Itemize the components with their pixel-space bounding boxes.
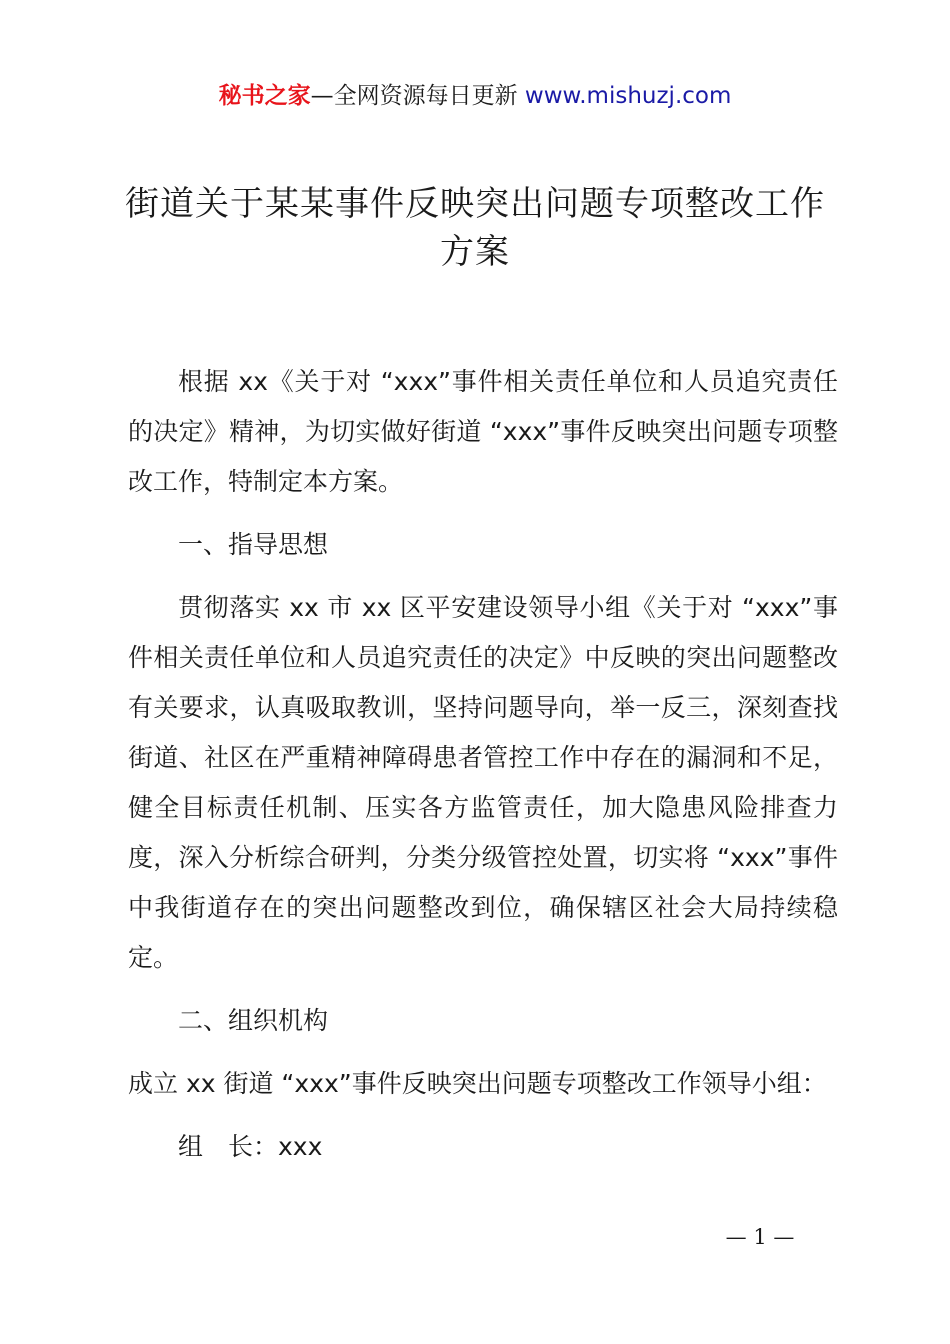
document-body [128,357,838,1172]
section-heading-organization: 二、组织机构 [178,1006,329,1035]
section-heading-guiding-ideology: 一、指导思想 [178,530,329,559]
site-header [0,80,950,112]
organization-paragraph: 成立 xx 街道 “xxx”事件反映突出问题专项整改工作领导小组： [128,1069,827,1098]
document-title-line-1: 街道关于某某事件反映突出问题专项整改工作 [125,184,825,224]
site-slogan: —全网资源每日更新 [310,83,525,109]
guiding-ideology-paragraph: 贯彻落实 xx 市 xx 区平安建设领导小组《关于对 “xxx”事件相关责任单位和人员追究责任的决定》中反映的突出问题整改有关要求，认真吸取教训，坚持问题导向，举一反三，深刻查找街道、社区在严重精神障碍患者管控工作中存在的漏洞和不足，健全目标责任机制、压实各方监管责任，加大隐患风险排查力度，深入分析综合研判，分类分级管控处置，切实将 “xxx”事件中我街道存在的突出问题整改到位，确保辖区社会大局持续稳定。 [128,593,838,972]
page-number: — 1 — [725,1225,795,1249]
intro-paragraph: 根据 xx《关于对 “xxx”事件相关责任单位和人员追究责任的决定》精神，为切实做好街道 “xxx”事件反映突出问题专项整改工作，特制定本方案。 [128,367,838,496]
group-leader-line: 组 长：xxx [178,1132,323,1161]
site-url-link[interactable]: www.mishuzj.com [524,83,732,109]
site-brand: 秘书之家 [218,83,311,109]
document-title-line-2: 方案 [440,232,510,272]
document-title [100,180,850,276]
